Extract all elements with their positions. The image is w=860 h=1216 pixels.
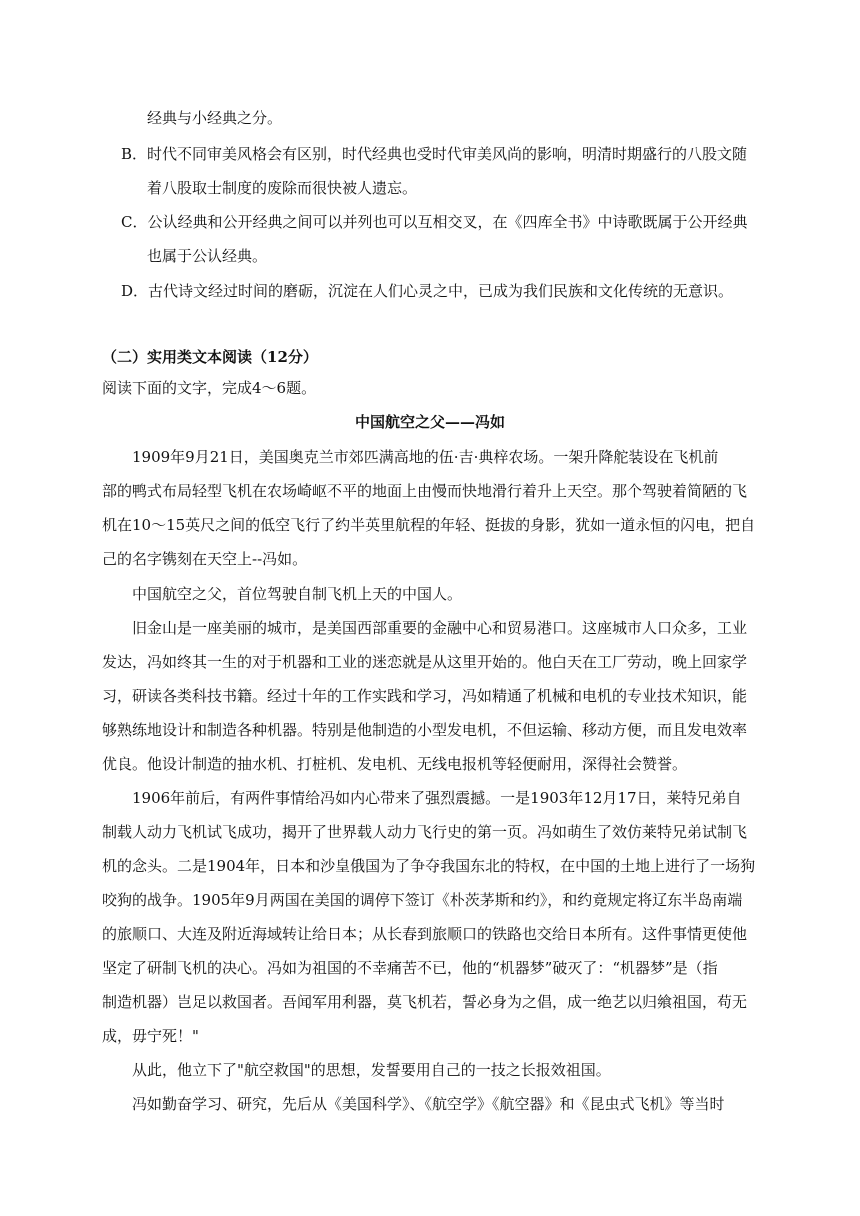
section-instruction: 阅读下面的文字，完成4～6题。 [102, 379, 317, 397]
option-d-line1: D．古代诗文经过时间的磨砺，沉淀在人们心灵之中，已成为我们民族和文化传统的无意识。 [121, 282, 734, 300]
article-line: 够熟练地设计和制造各种机器。特别是他制造的小型发电机，不但运输、移动方便，而且发电效率 [102, 721, 748, 739]
article-line: 的旅顺口、大连及附近海域转让给日本；从长春到旅顺口的铁路也交给日本所有。这件事情更使他 [102, 925, 748, 943]
article-line: 1906年前后，有两件事情给冯如内心带来了强烈震撼。一是1903年12月17日，莱特兄弟自 [132, 789, 742, 807]
article-line: 机在10～15英尺之间的低空飞行了约半英里航程的年轻、挺拔的身影，犹如一道永恒的闪电，把自 [102, 516, 756, 534]
article-line: 机的念头。二是1904年，日本和沙皇俄国为了争夺我国东北的特权，在中国的土地上进行了一场狗 [102, 857, 756, 875]
article-line: 制载人动力飞机试飞成功，揭开了世界载人动力飞行史的第一页。冯如萌生了效仿莱特兄弟试制飞 [102, 823, 748, 841]
article-line: 1909年9月21日，美国奥克兰市郊匹满高地的伍·吉·典梓农场。一架升降舵装设在飞机前 [132, 448, 719, 466]
article-line: 优良。他设计制造的抽水机、打桩机、发电机、无线电报机等轻便耐用，深得社会赞誉。 [102, 755, 688, 773]
option-b-line1: B．时代不同审美风格会有区别，时代经典也受时代审美风尚的影响，明清时期盛行的八股文随 [121, 145, 748, 163]
article-line: 部的鸭式布局轻型飞机在农场崎岖不平的地面上由慢而快地滑行着升上天空。那个驾驶着简陋的飞 [102, 482, 748, 500]
article-line: 坚定了研制飞机的决心。冯如为祖国的不幸痛苦不已，他的“机器梦”破灭了：“机器梦”是（指 [102, 959, 718, 977]
article-line: 中国航空之父，首位驾驶自制飞机上天的中国人。 [132, 585, 463, 603]
article-line: 旧金山是一座美丽的城市，是美国西部重要的金融中心和贸易港口。这座城市人口众多，工业 [132, 619, 748, 637]
article-line: 制造机器）岂足以救国者。吾闻军用利器，莫飞机若，誓必身为之倡，成一绝艺以归飨祖国，苟无 [102, 993, 748, 1011]
article-line: 己的名字镌刻在天空上--冯如。 [102, 550, 308, 568]
option-a-continuation: 经典与小经典之分。 [147, 109, 283, 127]
article-line: 发达，冯如终其一生的对于机器和工业的迷恋就是从这里开始的。他白天在工厂劳动，晚上回家学 [102, 653, 748, 671]
article-line: 习，研读各类科技书籍。经过十年的工作实践和学习，冯如精通了机械和电机的专业技术知识，能 [102, 687, 748, 705]
section-heading: （二）实用类文本阅读（12分） [102, 348, 318, 366]
article-line: 成，毋宁死！" [102, 1027, 199, 1045]
option-c-line1: C．公认经典和公开经典之间可以并列也可以互相交叉，在《四库全书》中诗歌既属于公开经典 [121, 213, 748, 231]
article-line: 咬狗的战争。1905年9月两国在美国的调停下签订《朴茨茅斯和约》，和约竟规定将辽东半岛南端 [102, 891, 743, 909]
article-line: 从此，他立下了"航空救国"的思想，发誓要用自己的一技之长报效祖国。 [132, 1061, 611, 1079]
option-b-line2: 着八股取士制度的废除而很快被人遗忘。 [147, 179, 418, 197]
article-title: 中国航空之父——冯如 [354, 413, 505, 431]
article-line: 冯如勤奋学习、研究，先后从《美国科学》、《航空学》《航空器》和《昆虫式飞机》等当时 [132, 1095, 725, 1113]
option-c-line2: 也属于公认经典。 [147, 247, 268, 265]
